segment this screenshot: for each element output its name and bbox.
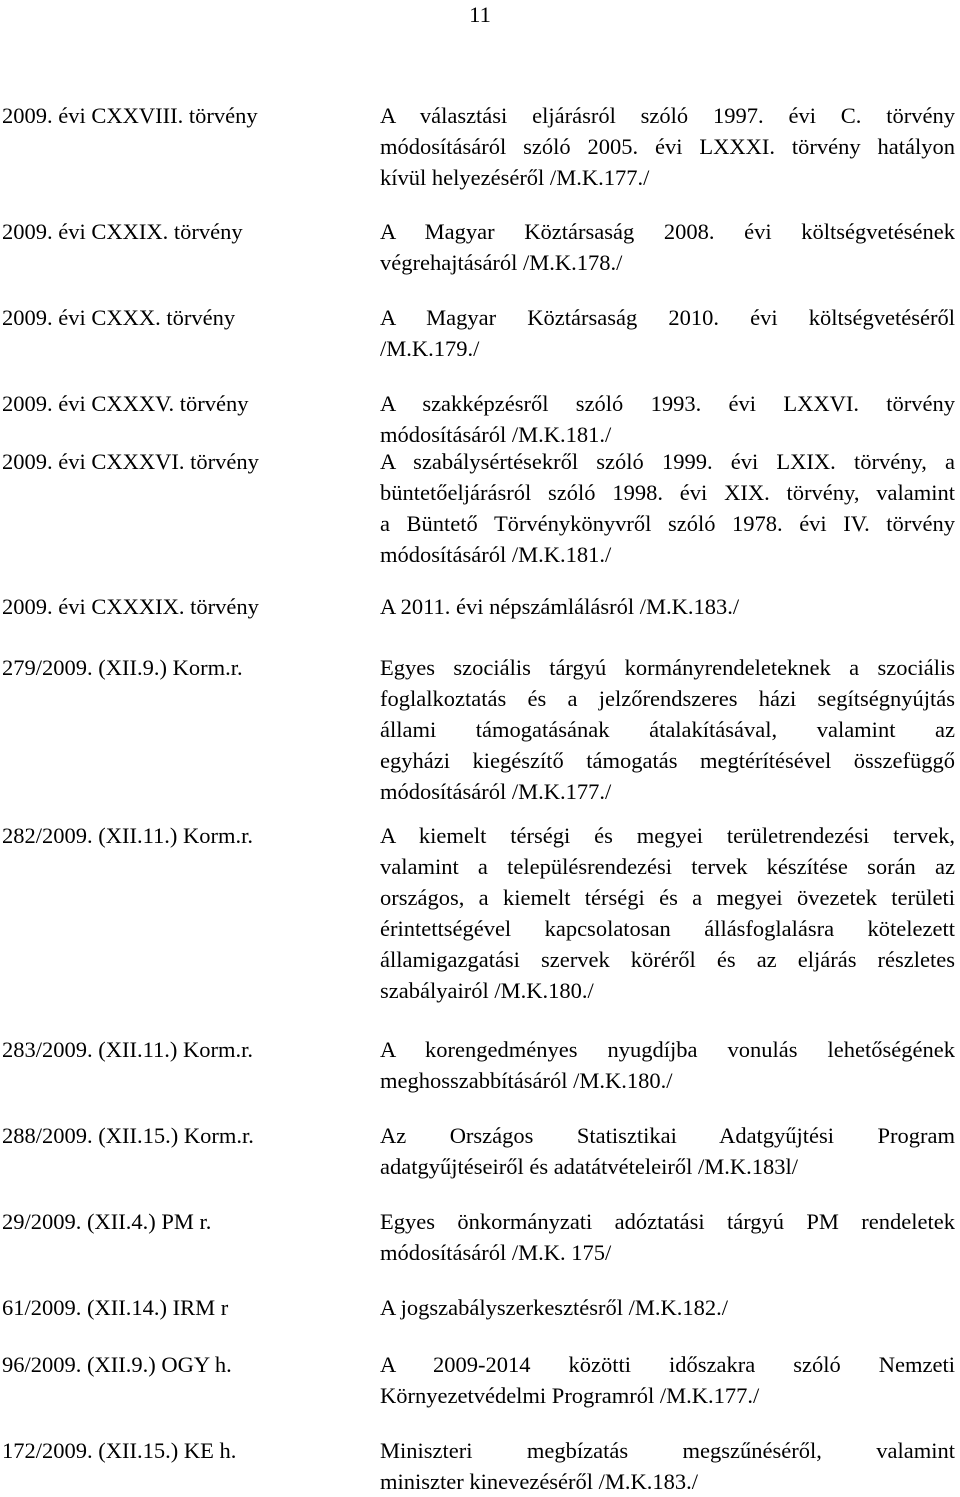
description-line: Környezetvédelmi Programról /M.K.177./ xyxy=(380,1383,760,1408)
entry-description xyxy=(380,302,955,364)
entry-reference: 2009. évi CXXX. törvény xyxy=(2,305,236,330)
entry-description xyxy=(380,446,955,570)
description-line: államigazgatási szervek köréről és az eljárás részletes xyxy=(380,947,955,972)
description-line: miniszter kinevezéséről /M.K.183./ xyxy=(380,1469,699,1494)
entry-description xyxy=(380,1120,955,1182)
entry-reference: 283/2009. (XII.11.) Korm.r. xyxy=(2,1037,254,1062)
entry-description xyxy=(380,1435,955,1497)
description-line: A korengedményes nyugdíjba vonulás lehetőségének xyxy=(380,1037,955,1062)
description-line: érintettségével kapcsolatosan állásfoglalásra kötelezett xyxy=(380,916,955,941)
entry-description xyxy=(380,100,955,193)
entry-description xyxy=(380,216,955,278)
description-line: adatgyűjtéseiről és adatátvételeiről /M.K.183l/ xyxy=(380,1154,798,1179)
description-line: /M.K.179./ xyxy=(380,336,480,361)
entry-description xyxy=(380,820,955,1006)
description-line: büntetőeljárásról szóló 1998. évi XIX. törvény, valamint xyxy=(380,480,955,505)
entry-description xyxy=(380,1349,955,1411)
entry-reference: 288/2009. (XII.15.) Korm.r. xyxy=(2,1123,254,1148)
description-line: A Magyar Köztársaság 2008. évi költségvetésének xyxy=(380,219,955,244)
entry-reference: 2009. évi CXXVIII. törvény xyxy=(2,103,258,128)
description-line: kívül helyezéséről /M.K.177./ xyxy=(380,165,650,190)
description-line: A kiemelt térségi és megyei területrendezési tervek, xyxy=(380,823,955,848)
description-line: módosításáról /M.K.177./ xyxy=(380,779,612,804)
description-line: A szakképzésről szóló 1993. évi LXXVI. törvény xyxy=(380,391,955,416)
entry-description xyxy=(380,1034,955,1096)
entry-reference: 2009. évi CXXXVI. törvény xyxy=(2,449,259,474)
entry-reference: 2009. évi CXXXIX. törvény xyxy=(2,594,259,619)
description-line: A 2009-2014 közötti időszakra szóló Nemzeti xyxy=(380,1352,955,1377)
page-number: 11 xyxy=(469,2,491,27)
description-line: Egyes szociális tárgyú kormányrendeleteknek a szociális xyxy=(380,655,955,680)
description-line: állami támogatásának átalakításával, valamint az xyxy=(380,717,955,742)
entry-reference: 61/2009. (XII.14.) IRM r xyxy=(2,1295,229,1320)
description-line: A Magyar Köztársaság 2010. évi költségvetéséről xyxy=(380,305,955,330)
entry-reference: 2009. évi CXXXV. törvény xyxy=(2,391,249,416)
description-line: foglalkoztatás és a jelzőrendszeres házi segítségnyújtás xyxy=(380,686,955,711)
description-line: meghosszabbításáról /M.K.180./ xyxy=(380,1068,673,1093)
description-line: Egyes önkormányzati adóztatási tárgyú PM rendeletek xyxy=(380,1209,955,1234)
entry-reference: 279/2009. (XII.9.) Korm.r. xyxy=(2,655,243,680)
description-line: módosításáról /M.K. 175/ xyxy=(380,1240,612,1265)
description-line: Az Országos Statisztikai Adatgyűjtési Program xyxy=(380,1123,955,1148)
entry-description xyxy=(380,652,955,807)
description-line: A szabálysértésekről szóló 1999. évi LXIX. törvény, a xyxy=(380,449,955,474)
description-line: valamint a településrendezési tervek készítése során az xyxy=(380,854,955,879)
description-line: szabályairól /M.K.180./ xyxy=(380,978,594,1003)
description-line: A 2011. évi népszámlálásról /M.K.183./ xyxy=(380,594,740,619)
description-line: végrehajtásáról /M.K.178./ xyxy=(380,250,623,275)
entry-description xyxy=(380,1292,955,1323)
description-line: módosításáról szóló 2005. évi LXXXI. törvény hatályon xyxy=(380,134,955,159)
description-line: módosításáról /M.K.181./ xyxy=(380,542,612,567)
entry-reference: 2009. évi CXXIX. törvény xyxy=(2,219,243,244)
description-line: a Büntető Törvénykönyvről szóló 1978. évi IV. törvény xyxy=(380,511,955,536)
entry-description xyxy=(380,591,955,622)
entry-reference: 96/2009. (XII.9.) OGY h. xyxy=(2,1352,232,1377)
entry-reference: 282/2009. (XII.11.) Korm.r. xyxy=(2,823,254,848)
description-line: országos, a kiemelt térségi és a megyei övezetek területi xyxy=(380,885,955,910)
description-line: módosításáról /M.K.181./ xyxy=(380,422,612,447)
description-line: A választási eljárásról szóló 1997. évi C. törvény xyxy=(380,103,955,128)
entry-reference: 29/2009. (XII.4.) PM r. xyxy=(2,1209,212,1234)
description-line: A jogszabályszerkesztésről /M.K.182./ xyxy=(380,1295,729,1320)
description-line: egyházi kiegészítő támogatás megtérítésével összefüggő xyxy=(380,748,955,773)
description-line: Miniszteri megbízatás megszűnéséről, valamint xyxy=(380,1438,955,1463)
entry-description xyxy=(380,388,955,450)
entry-reference: 172/2009. (XII.15.) KE h. xyxy=(2,1438,237,1463)
entry-description xyxy=(380,1206,955,1268)
